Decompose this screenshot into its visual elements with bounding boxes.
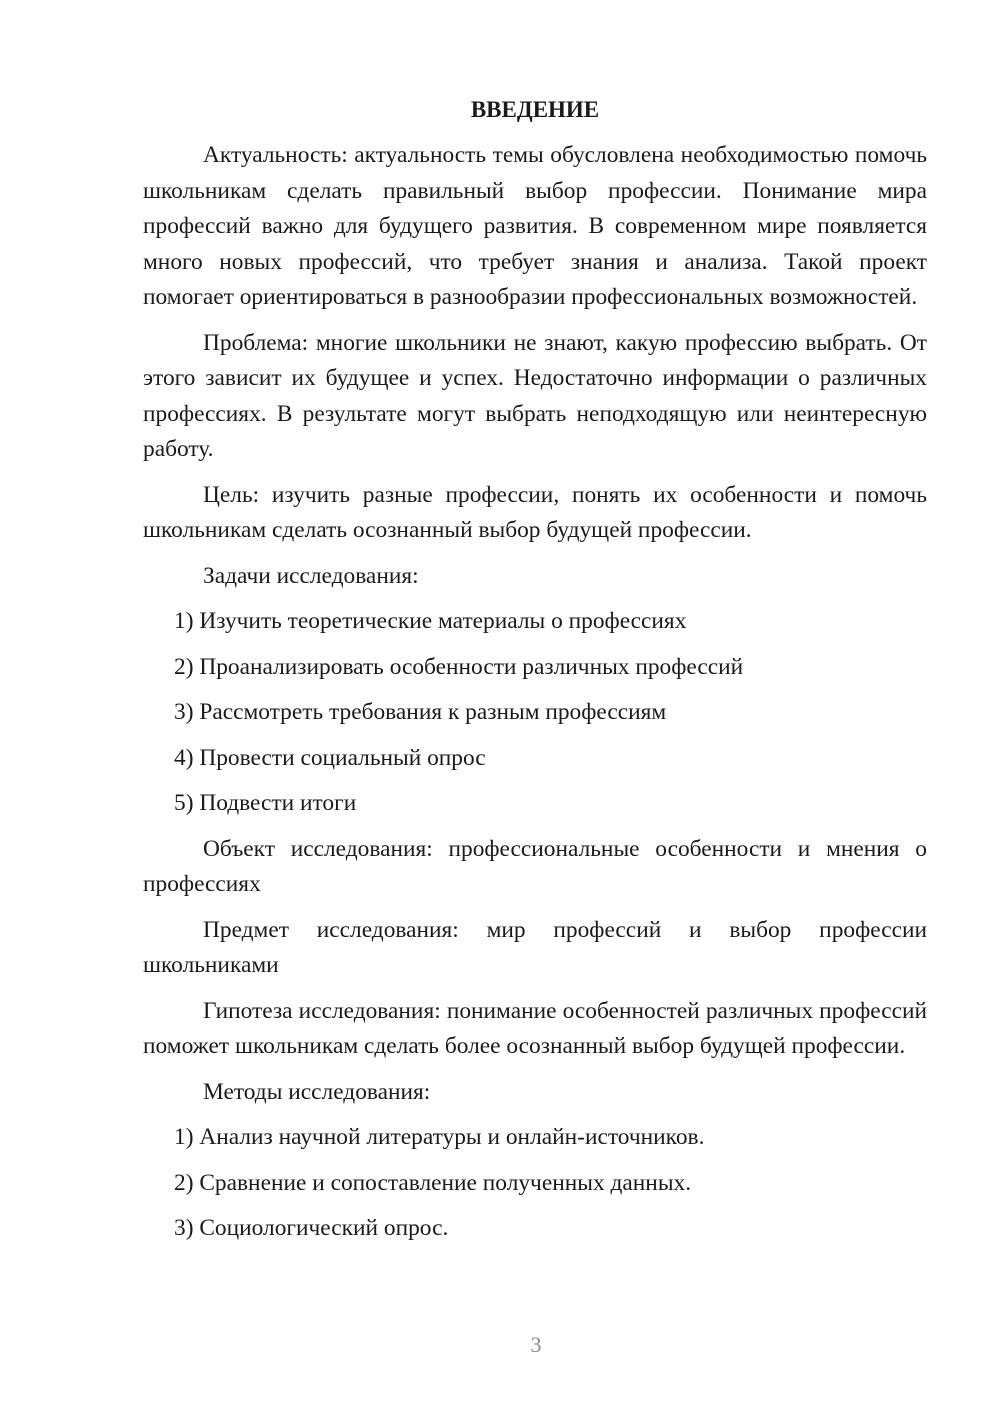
tasks-heading: Задачи исследования: [203,562,419,589]
subject-paragraph: Предмет исследования: мир профессий и выбор профессии школьниками [143,916,927,978]
list-item: 5) Подвести итоги [174,790,357,816]
list-item: 4) Провести социальный опрос [174,744,486,771]
list-item: 2) Сравнение и сопоставление полученных данных. [174,1169,692,1196]
section-title: ВВЕДЕНИЕ [470,97,600,122]
page-number: 3 [530,1332,542,1357]
list-item: 1) Изучить теоретические материалы о профессиях [174,608,687,634]
relevance-paragraph: Актуальность: актуальность темы обусловлена необходимостью помочь школьникам сделать правильный выбор профессии. Понимание мира профессий важно для будущего развития. В современном мире появляется много новых профессий, что требует знания и анализа. Такой проект помогает ориентироваться в разнообразии профессиональных возможностей. [143,142,927,310]
list-item: 1) Анализ научной литературы и онлайн-источников. [174,1124,705,1150]
hypothesis-paragraph: Гипотеза исследования: понимание особенностей различных профессий поможет школьникам сделать более осознанный выбор будущей профессии. [143,997,927,1059]
methods-list [143,1120,927,1247]
list-item: 3) Рассмотреть требования к разным профессиям [174,699,667,725]
problem-paragraph: Проблема: многие школьники не знают, какую профессию выбрать. От этого зависит их будущее и успех. Недостаточно информации о различных профессиях. В результате могут выбрать неподходящую или неинтересную работу. [143,329,927,462]
object-paragraph: Объект исследования: профессиональные особенности и мнения о профессиях [143,835,927,897]
list-item: 2) Проанализировать особенности различных профессий [174,653,744,680]
list-item: 3) Социологический опрос. [174,1215,449,1241]
document-body [143,92,927,1257]
goal-paragraph: Цель: изучить разные профессии, понять их особенности и помочь школьникам сделать осознанный выбор будущей профессии. [143,481,927,543]
tasks-list [143,604,927,822]
methods-heading: Методы исследования: [203,1078,431,1105]
